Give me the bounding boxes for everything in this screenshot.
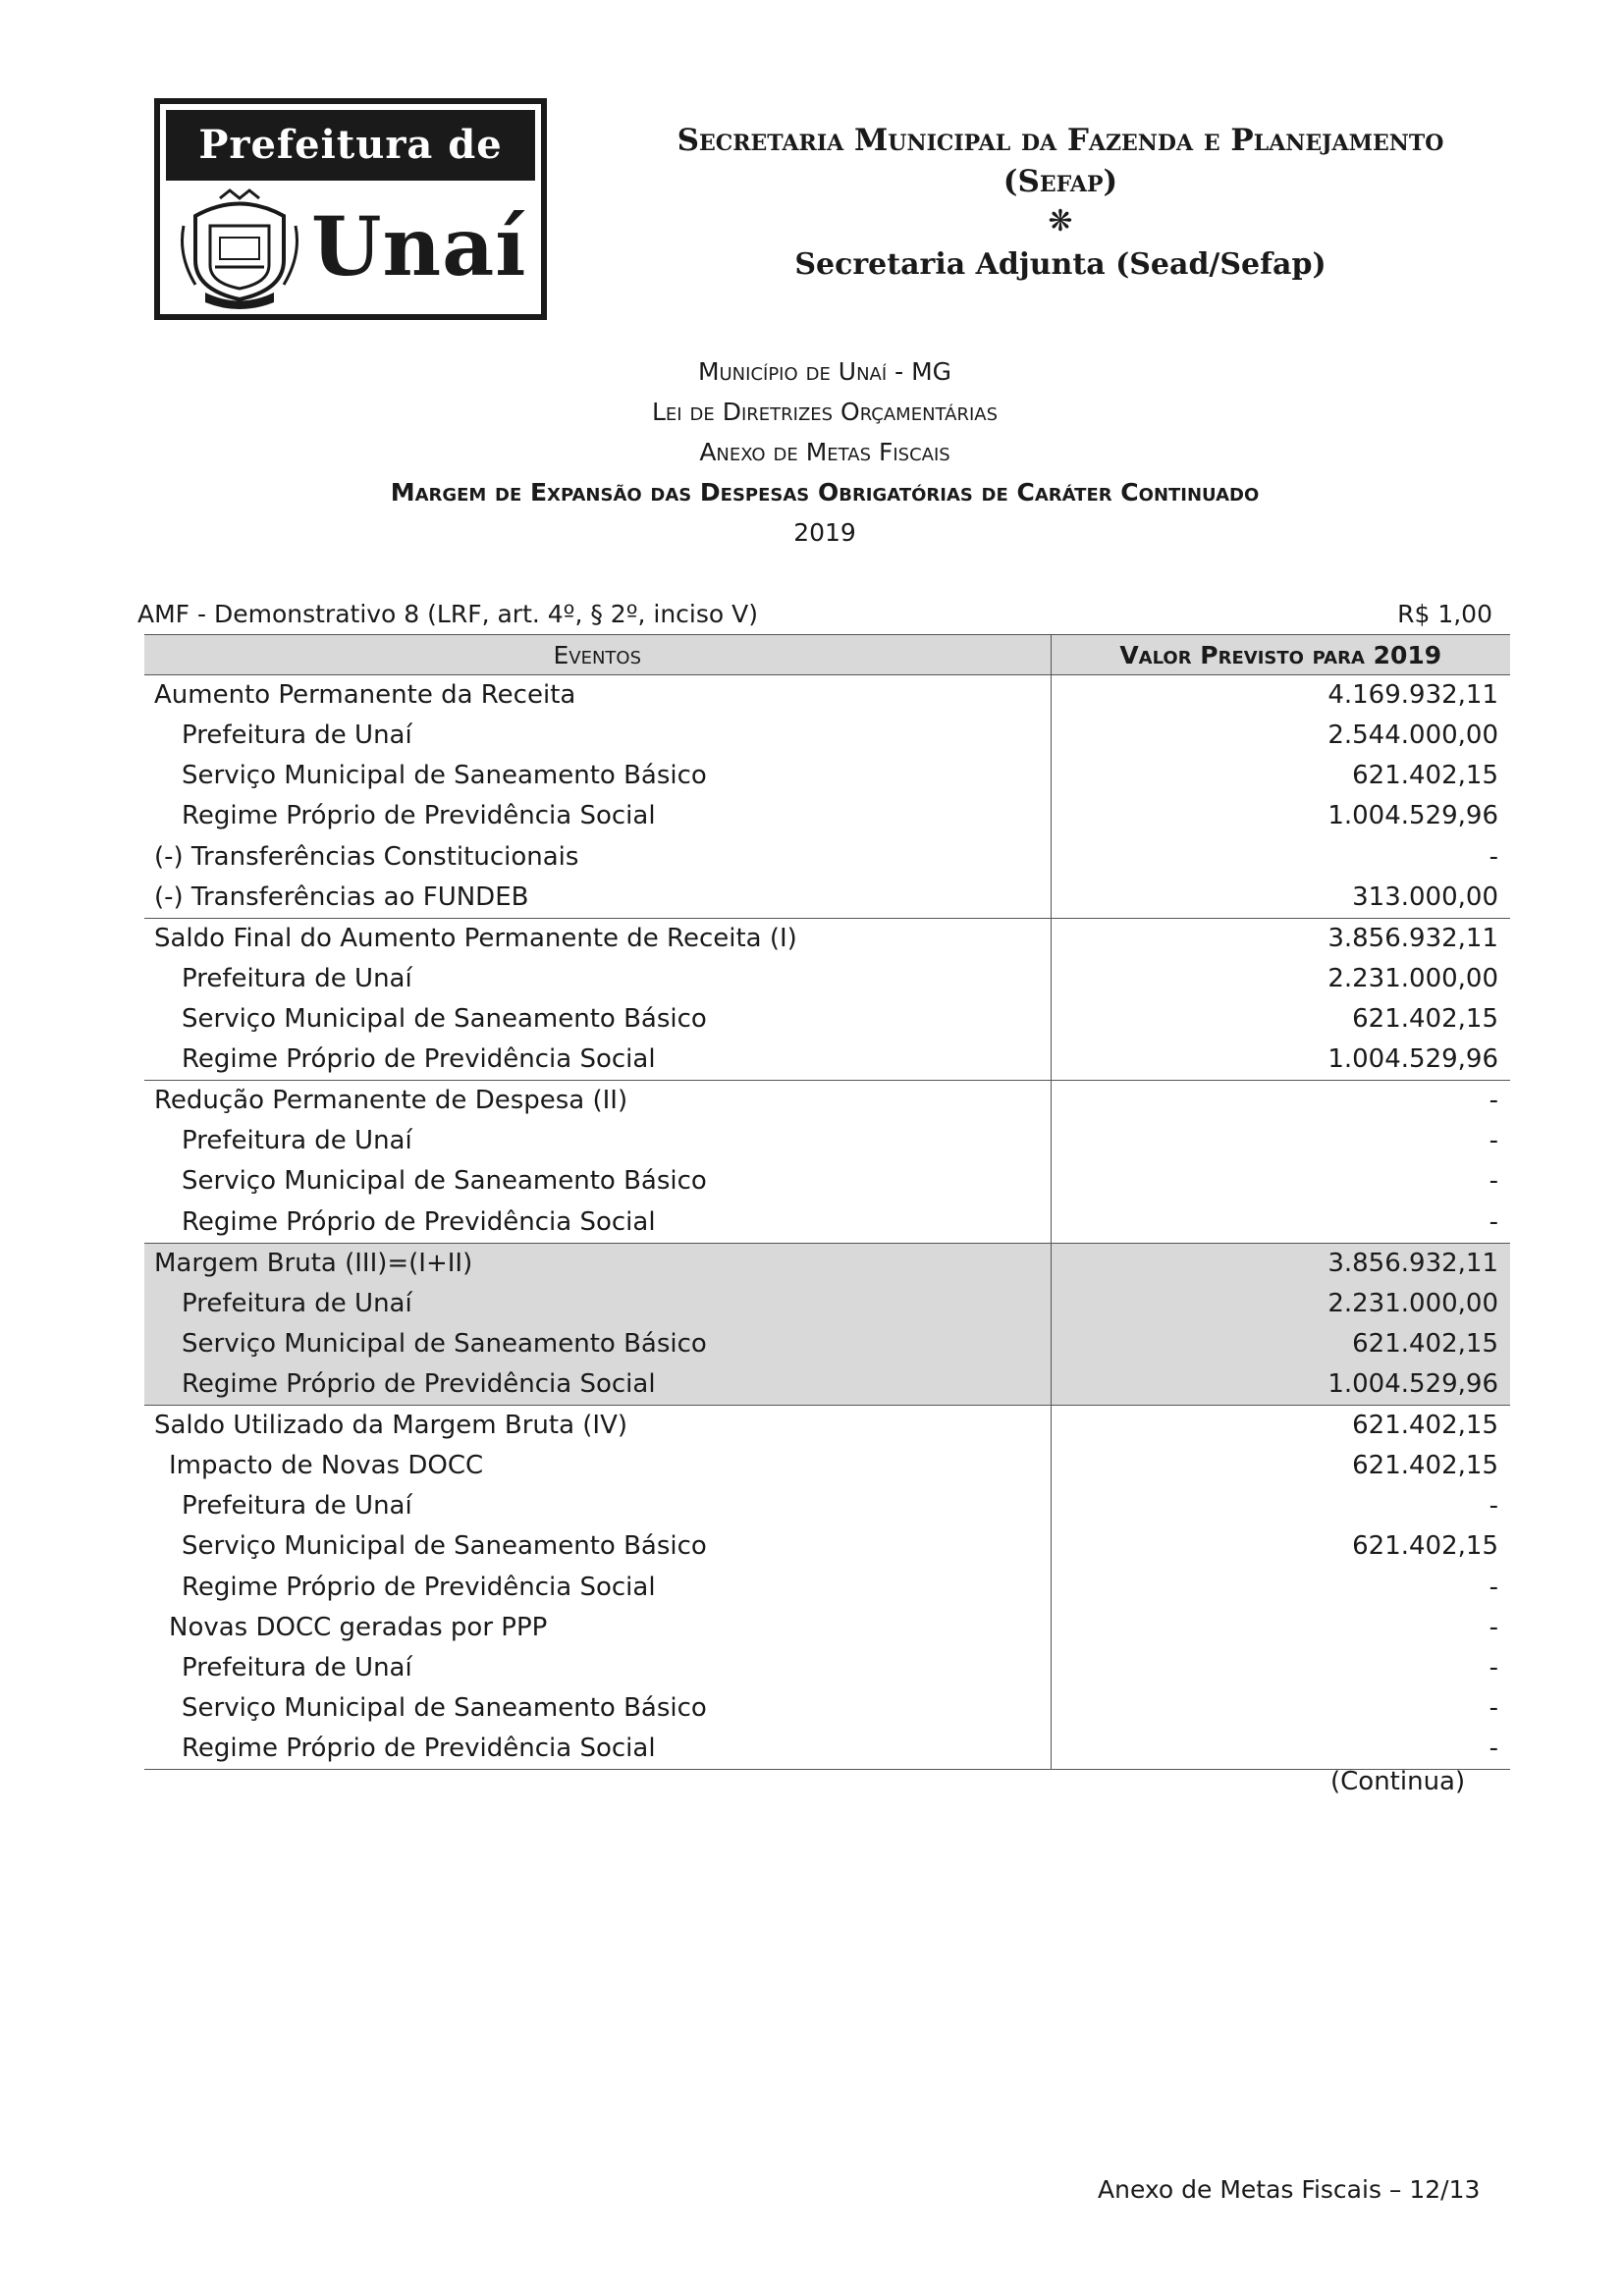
row-value: - [1051, 1567, 1510, 1607]
table-row [144, 1202, 1510, 1244]
row-label: Regime Próprio de Previdência Social [182, 801, 656, 831]
row-value: 4.169.932,11 [1051, 675, 1510, 717]
row-label: Regime Próprio de Previdência Social [182, 1044, 656, 1075]
table-row [144, 1729, 1510, 1770]
row-label: Serviço Municipal de Saneamento Básico [182, 1531, 707, 1562]
row-label: Novas DOCC geradas por PPP [169, 1612, 548, 1642]
table-row [144, 837, 1510, 878]
row-value: - [1051, 1608, 1510, 1648]
table-row [144, 1243, 1510, 1284]
row-label: Serviço Municipal de Saneamento Básico [182, 1166, 707, 1197]
table-row [144, 1364, 1510, 1406]
row-value: 313.000,00 [1051, 878, 1510, 919]
table-row [144, 1688, 1510, 1729]
table-row [144, 1405, 1510, 1446]
row-value: 621.402,15 [1051, 1405, 1510, 1446]
row-value: - [1051, 1688, 1510, 1729]
row-value: 621.402,15 [1051, 756, 1510, 796]
row-label: Prefeitura de Unaí [182, 963, 412, 993]
continua-note: (Continua) [1330, 1767, 1466, 1796]
row-label: Serviço Municipal de Saneamento Básico [182, 761, 707, 791]
row-value: - [1051, 1729, 1510, 1770]
secretaria-adjunta: Secretaria Adjunta (Sead/Sefap) [794, 247, 1326, 282]
row-label: Prefeitura de Unaí [182, 1126, 412, 1156]
table-row [144, 1121, 1510, 1161]
row-value: 3.856.932,11 [1051, 1243, 1510, 1284]
row-value: 2.231.000,00 [1051, 1284, 1510, 1324]
row-label: Regime Próprio de Previdência Social [182, 1572, 656, 1602]
row-label: Prefeitura de Unaí [182, 721, 412, 751]
table-row [144, 1324, 1510, 1364]
row-value: 621.402,15 [1051, 1446, 1510, 1486]
logo-title: Prefeitura de [166, 110, 535, 181]
row-label: Prefeitura de Unaí [182, 1491, 412, 1522]
report-year: 2019 [793, 518, 856, 547]
row-value: - [1051, 837, 1510, 878]
report-subject: Margem de Expansão das Despesas Obrigatórias de Caráter Continuado [390, 478, 1260, 507]
table-row [144, 1284, 1510, 1324]
row-label: Serviço Municipal de Saneamento Básico [144, 1324, 1051, 1364]
row-label: Serviço Municipal de Saneamento Básico [182, 1693, 707, 1724]
row-label: Regime Próprio de Previdência Social [182, 1206, 656, 1237]
currency-unit: R$ 1,00 [1397, 600, 1492, 628]
row-label: Impacto de Novas DOCC [169, 1450, 484, 1480]
row-label: Prefeitura de Unaí [182, 1652, 412, 1682]
coat-of-arms-icon [176, 187, 303, 309]
row-value: 1.004.529,96 [1051, 1364, 1510, 1406]
row-value: 1.004.529,96 [1051, 796, 1510, 836]
row-value: 621.402,15 [1051, 1324, 1510, 1364]
row-label: Saldo Utilizado da Margem Bruta (IV) [144, 1405, 1051, 1446]
demonstrativo-line [137, 595, 1492, 634]
row-label: Redução Permanente de Despesa (II) [144, 1081, 1051, 1122]
row-label: Prefeitura de Unaí [144, 1284, 1051, 1324]
table-row [144, 1648, 1510, 1688]
row-value: 3.856.932,11 [1051, 918, 1510, 959]
header-valor: Valor Previsto para 2019 [1051, 635, 1510, 675]
row-value: - [1051, 1081, 1510, 1122]
ornament-icon: ❋ [1048, 204, 1073, 239]
table-row [144, 796, 1510, 836]
row-value: 2.231.000,00 [1051, 959, 1510, 999]
row-value: 621.402,15 [1051, 1526, 1510, 1567]
row-label: Regime Próprio de Previdência Social [144, 1729, 1051, 1770]
table-row [144, 1608, 1510, 1648]
row-label: (-) Transferências ao FUNDEB [154, 881, 529, 912]
municipality: Município de Unaí - MG [697, 357, 952, 386]
row-value: 1.004.529,96 [1051, 1040, 1510, 1081]
row-value: - [1051, 1486, 1510, 1526]
table-row [144, 675, 1510, 717]
secretaria-acronym: (Sefap) [1002, 164, 1118, 199]
row-value: 2.544.000,00 [1051, 716, 1510, 756]
row-value: - [1051, 1648, 1510, 1688]
secretaria-name: Secretaria Municipal da Fazenda e Planejamento [677, 123, 1444, 158]
law-name: Lei de Diretrizes Orçamentárias [651, 398, 999, 426]
margin-table [144, 634, 1510, 1770]
row-value: - [1051, 1161, 1510, 1201]
table-row [144, 878, 1510, 919]
row-label: (-) Transferências Constitucionais [154, 841, 579, 872]
row-label: Regime Próprio de Previdência Social [144, 1364, 1051, 1406]
table-row [144, 1486, 1510, 1526]
document-title [147, 351, 1502, 553]
demonstrativo-label: AMF - Demonstrativo 8 (LRF, art. 4º, § 2º, inciso V) [137, 600, 758, 628]
table-row [144, 1526, 1510, 1567]
page-footer: Anexo de Metas Fiscais – 12/13 [1098, 2175, 1481, 2204]
table-row [144, 1161, 1510, 1201]
row-label: Margem Bruta (III)=(I+II) [144, 1243, 1051, 1284]
row-label: Saldo Final do Aumento Permanente de Receita (I) [144, 918, 1051, 959]
table-row [144, 756, 1510, 796]
table-row [144, 1081, 1510, 1122]
table-row [144, 1446, 1510, 1486]
table-header-row [144, 635, 1510, 675]
table-row [144, 716, 1510, 756]
annex-name: Anexo de Metas Fiscais [699, 438, 950, 466]
row-label: Aumento Permanente da Receita [154, 680, 576, 710]
row-value: 621.402,15 [1051, 999, 1510, 1040]
table-row [144, 959, 1510, 999]
row-value: - [1051, 1121, 1510, 1161]
header-eventos: Eventos [144, 635, 1051, 675]
secretaria-header [609, 120, 1512, 287]
logo-city-name: Unaí [311, 200, 527, 294]
table-row [144, 918, 1510, 959]
row-label: Serviço Municipal de Saneamento Básico [182, 1004, 707, 1035]
row-value: - [1051, 1202, 1510, 1244]
table-row [144, 1040, 1510, 1081]
table-row [144, 999, 1510, 1040]
prefeitura-logo [154, 98, 547, 320]
table-row [144, 1567, 1510, 1607]
